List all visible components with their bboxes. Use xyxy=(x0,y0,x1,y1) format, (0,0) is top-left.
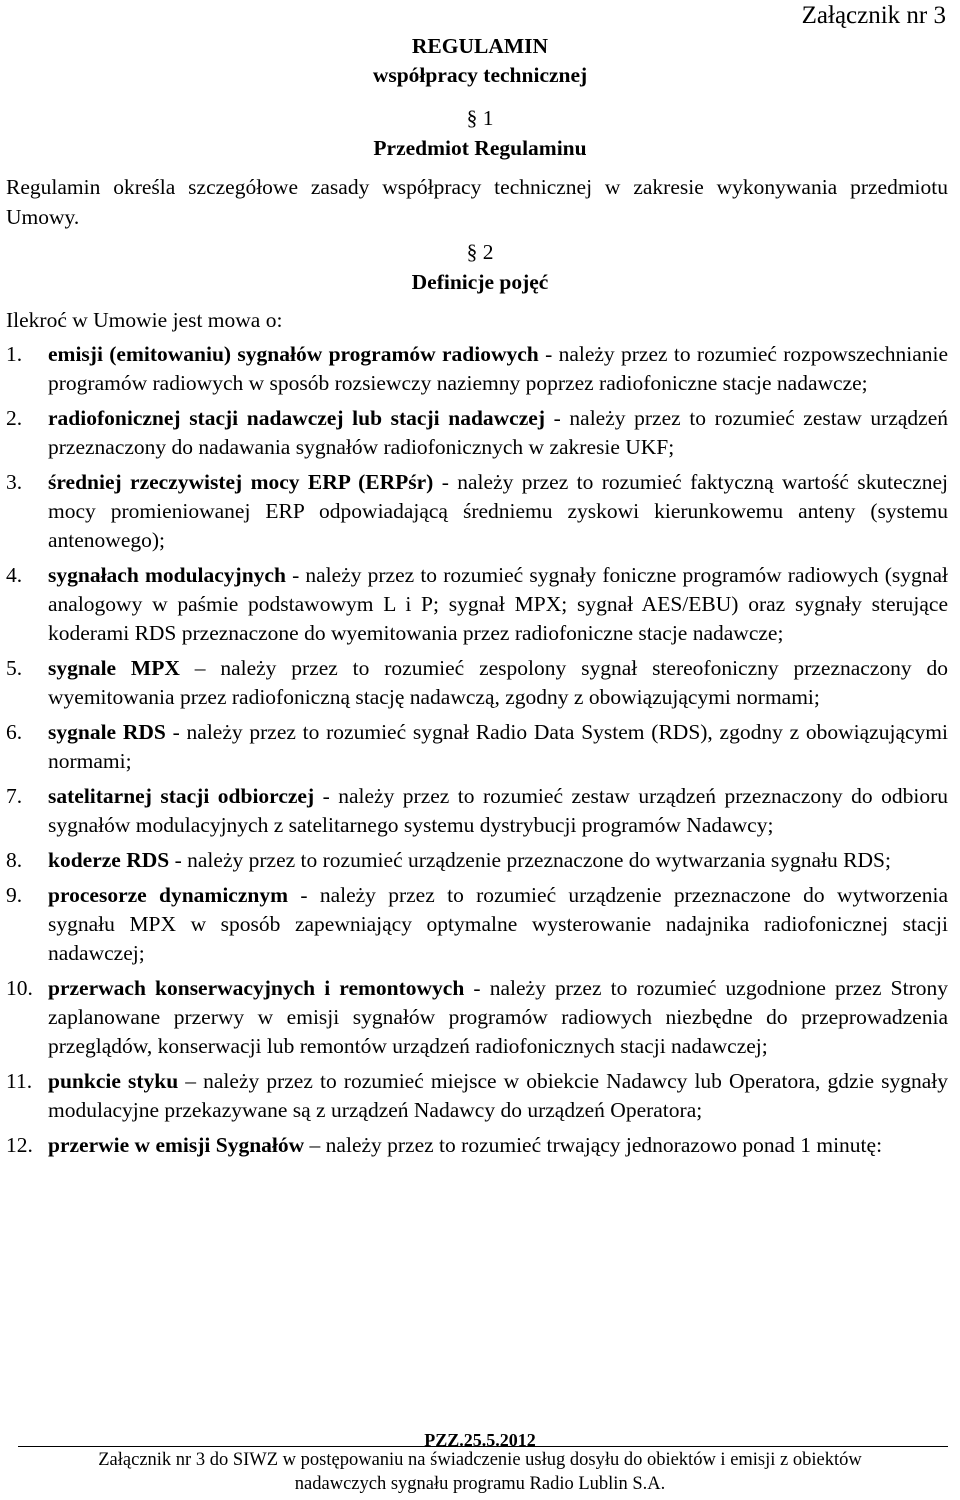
definition-term: procesorze dynamicznym xyxy=(48,883,289,907)
definition-item xyxy=(0,340,948,398)
section-1-text: Regulamin określa szczegółowe zasady współpracy technicznej w zakresie wykonywania przedmiotu Umowy. xyxy=(6,175,948,229)
definition-number: 12. xyxy=(6,1133,33,1157)
section-2-symbol: § 2 xyxy=(466,240,494,264)
definition-number: 4. xyxy=(6,563,23,587)
definition-text: - należy przez to rozumieć sygnał Radio Data System (RDS), zgodny z obowiązującymi normami; xyxy=(48,720,948,773)
definition-text: - należy przez to rozumieć faktyczną wartość skutecznej mocy promieniowanej ERP odpowiadającą średniemu zyskowi kierunkowemu anteny (systemu antenowego); xyxy=(48,470,948,552)
definition-item xyxy=(0,1131,948,1160)
definition-item xyxy=(0,881,948,968)
definition-item xyxy=(0,654,948,712)
definition-term: przerwie w emisji Sygnałów xyxy=(48,1133,305,1157)
definition-term: sygnałach modulacyjnych xyxy=(48,563,286,587)
definition-term: punkcie styku xyxy=(48,1069,179,1093)
definition-term: sygnale RDS xyxy=(48,720,166,744)
definition-number: 11. xyxy=(6,1069,33,1093)
section-1-symbol: § 1 xyxy=(466,106,494,130)
definition-number: 7. xyxy=(6,784,23,808)
footer-code: PZZ.25.5.2012 xyxy=(424,1430,536,1450)
definition-text: - należy przez to rozumieć zestaw urządzeń przeznaczony do nadawania sygnałów radiofonicznych w zakresie UKF; xyxy=(48,406,948,459)
definition-item xyxy=(0,404,948,462)
definition-text: – należy przez to rozumieć zespolony sygnał stereofoniczny przeznaczony do wyemitowania przez radiofoniczną stację nadawczą, zgodny z obowiązującymi normami; xyxy=(48,656,948,709)
definition-number: 10. xyxy=(6,976,33,1000)
definition-item xyxy=(0,718,948,776)
definition-term: koderze RDS xyxy=(48,848,170,872)
definition-term: radiofonicznej stacji nadawczej lub stacji nadawczej xyxy=(48,406,545,430)
definition-number: 6. xyxy=(6,720,23,744)
document-subtitle: współpracy technicznej xyxy=(372,63,588,87)
definition-term: emisji (emitowaniu) sygnałów programów radiowych xyxy=(48,342,539,366)
definition-term: sygnale MPX xyxy=(48,656,180,680)
definition-term: satelitarnej stacji odbiorczej xyxy=(48,784,315,808)
definition-text: – należy przez to rozumieć miejsce w obiekcie Nadawcy lub Operatora, gdzie sygnały modulacyjne przekazywane są z urządzeń Nadawcy do urządzeń Operatora; xyxy=(48,1069,948,1122)
definition-text: - należy przez to rozumieć urządzenie przeznaczone do wytworzenia sygnału MPX w sposób zapewniający optymalne wysterowanie nadajnika radiofonicznej stacji nadawczej; xyxy=(48,883,948,965)
definition-term: przerwach konserwacyjnych i remontowych xyxy=(48,976,465,1000)
definition-text: - należy przez to rozumieć rozpowszechnianie programów radiowych w sposób rozsiewczy naziemny poprzez radiofoniczne stacje nadawcze; xyxy=(48,342,949,395)
definition-term: średniej rzeczywistej mocy ERP (ERPśr) xyxy=(48,470,434,494)
definition-item xyxy=(0,974,948,1061)
definitions-list xyxy=(0,340,960,1166)
definition-item xyxy=(0,561,948,648)
definition-item xyxy=(0,1067,948,1125)
section-1-title: Przedmiot Regulaminu xyxy=(373,136,587,160)
footer-divider xyxy=(18,1446,948,1447)
section-2-title: Definicje pojęć xyxy=(411,270,549,294)
definition-number: 2. xyxy=(6,406,23,430)
definition-text: - należy przez to rozumieć uzgodnione przez Strony zaplanowane przerwy w emisji sygnałów programów radiowych niezbędne do przeprowadzenia przeglądów, konserwacji lub remontów urządzeń radiofonicznych stacji nadawczej; xyxy=(48,976,948,1058)
definitions-lead: Ilekroć w Umowie jest mowa o: xyxy=(6,308,283,332)
definition-item xyxy=(0,782,948,840)
document-title: REGULAMIN xyxy=(411,34,549,58)
annex-label: Załącznik nr 3 xyxy=(801,2,946,29)
definition-number: 8. xyxy=(6,848,23,872)
footer-line-1: Załącznik nr 3 do SIWZ w postępowaniu na świadczenie usług dosyłu do obiektów i emisji z obiektów xyxy=(98,1450,862,1470)
definition-text: - należy przez to rozumieć urządzenie przeznaczone do wytwarzania sygnału RDS; xyxy=(169,848,891,872)
definition-text: – należy przez to rozumieć trwający jednorazowo ponad 1 minutę: xyxy=(304,1133,883,1157)
definition-text: - należy przez to rozumieć sygnały foniczne programów radiowych (sygnał analogowy w paśmie podstawowym L i P; sygnał MPX; sygnał AES/EBU) oraz sygnały sterujące koderami RDS przeznaczone do wyemitowania przez radiofoniczne stacje nadawcze; xyxy=(48,563,948,645)
footer-line-2: nadawczych sygnału programu Radio Lublin S.A. xyxy=(294,1474,666,1494)
definition-number: 1. xyxy=(6,342,23,366)
definition-number: 5. xyxy=(6,656,23,680)
definition-item xyxy=(0,468,948,555)
definition-number: 9. xyxy=(6,883,23,907)
definition-text: - należy przez to rozumieć zestaw urządzeń przeznaczony do odbioru sygnałów modulacyjnych z satelitarnego systemu dystrybucji programów Nadawcy; xyxy=(48,784,948,837)
definition-number: 3. xyxy=(6,470,23,494)
definition-item xyxy=(0,846,948,875)
